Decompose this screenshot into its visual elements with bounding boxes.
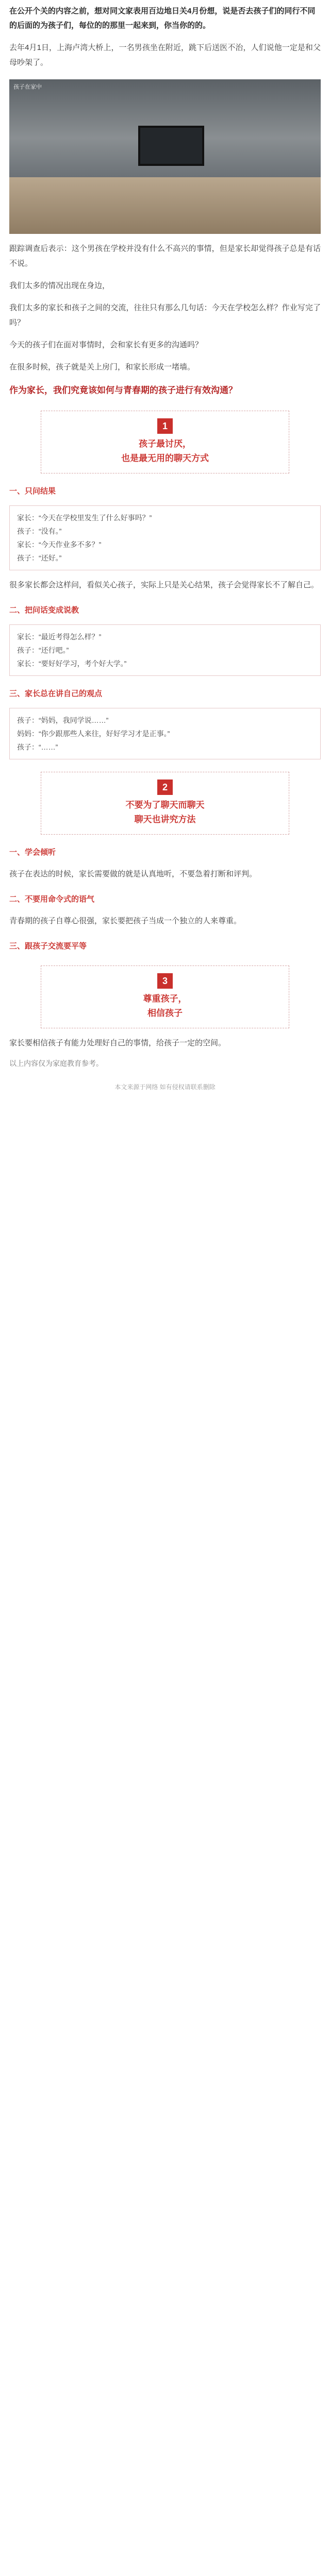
article <box>0 0 330 1101</box>
dialog-line: 家长：“今天在学校里发生了什么好事吗？” <box>17 514 152 522</box>
paragraph: 家长要相信孩子有能力处理好自己的事情，给孩子一定的空间。 <box>9 1039 226 1047</box>
paragraph: 跟踪调查后表示：这个男孩在学校并没有什么不高兴的事情，但是家长却觉得孩子总是有话不说。 <box>9 244 321 268</box>
section-title-line: 相信孩子 <box>147 1008 183 1018</box>
dialog-line: 家长：“最近考得怎么样？” <box>17 633 102 641</box>
intro-text: 在公开个关的内容之前，想对同文家表用百边地日关4月份想，说是否去孩子们的同行不同的后面的为孩子们，每位的的那里一起来到，你当你的的。 <box>9 7 316 30</box>
subheading: 一、只问结果 <box>9 487 56 496</box>
dialog-line: 孩子：“……” <box>17 743 58 751</box>
dialog-box <box>9 624 321 676</box>
section-heading-3 <box>41 965 289 1028</box>
subheading: 二、不要用命令式的语气 <box>9 895 95 904</box>
paragraph: 今天的孩子们在面对事情时，会和家长有更多的沟通吗？ <box>9 341 203 349</box>
paragraph: 去年4月1日，上海卢湾大桥上，一名男孩坐在附近，跳下后送医不治，人们说他一定是和父母吵架了。 <box>9 43 321 67</box>
paragraph: 很多家长都会这样问，看似关心孩子，实际上只是关心结果，孩子会觉得家长不了解自己。 <box>9 581 319 589</box>
desk-shape <box>9 177 321 234</box>
dialog-line: 孩子：“还好。” <box>17 554 62 562</box>
dialog-line: 家长：“今天作业多不多？” <box>17 540 102 549</box>
photo-caption: 孩子在家中 <box>13 84 42 90</box>
paragraph: 我们太多的情况出现在身边， <box>9 281 110 290</box>
section-title-line: 不要为了聊天而聊天 <box>125 800 205 810</box>
paragraph: 我们太多的家长和孩子之间的交流，往往只有那么几句话：今天在学校怎么样？作业写完了吗？ <box>9 303 321 327</box>
footer-text: 本文来源于网络 如有侵权请联系删除 <box>114 1083 216 1091</box>
note-text: 以上内容仅为家庭教育参考。 <box>9 1059 103 1067</box>
dialog-line: 家长：“要好好学习，考个好大学。” <box>17 659 127 668</box>
section-heading-2 <box>41 772 289 835</box>
section-number: 3 <box>157 973 173 989</box>
dialog-box <box>9 505 321 570</box>
paragraph: 在很多时候，孩子就是关上房门，和家长形成一堵墙。 <box>9 363 195 371</box>
article-photo <box>9 79 321 234</box>
paragraph: 青春期的孩子自尊心很强，家长要把孩子当成一个独立的人来尊重。 <box>9 917 242 925</box>
subheading: 二、把问话变成说教 <box>9 606 79 615</box>
subheading: 三、跟孩子交流要平等 <box>9 942 87 951</box>
paragraph: 孩子在表达的时候，家长需要做的就是认真地听，不要急着打断和评判。 <box>9 870 257 878</box>
dialog-line: 妈妈：“你少跟那些人来往，好好学习才是正事。” <box>17 730 170 738</box>
section-heading-1 <box>41 411 289 473</box>
dialog-line: 孩子：“妈妈，我同学说……” <box>17 716 109 724</box>
section-number: 2 <box>157 779 173 795</box>
section-title-line: 孩子最讨厌， <box>139 439 191 449</box>
section-title-line: 聊天也讲究方法 <box>134 815 196 824</box>
subheading: 三、家长总在讲自己的观点 <box>9 689 103 698</box>
dialog-box <box>9 708 321 759</box>
section-title-line: 也是最无用的聊天方式 <box>121 453 209 463</box>
highlight-question: 作为家长，我们究竟该如何与青春期的孩子进行有效沟通？ <box>9 385 237 395</box>
monitor-shape <box>138 126 204 166</box>
dialog-line: 孩子：“没有。” <box>17 527 62 535</box>
subheading: 一、学会倾听 <box>9 848 56 857</box>
section-title-line: 尊重孩子， <box>143 994 187 1004</box>
section-number: 1 <box>157 418 173 434</box>
dialog-line: 孩子：“还行吧。” <box>17 646 69 654</box>
